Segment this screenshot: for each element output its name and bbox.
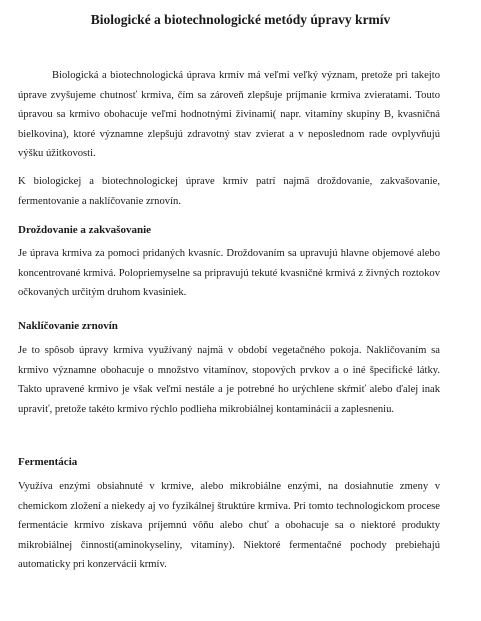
section-text-fermentacia: Využíva enzými obsiahnuté v krmive, alebo mikrobiálne enzými, na dosiahnutie zmeny v chemickom zložení a niekedy aj vo fyzikálnej štruktúre krmiva. Pri tomto technologickom procese fermentácie krmivo získava príjemnú vôňu alebo chuť a obohacuje sa o niektoré produkty mikrobiálnej činnosti(aminokyseliny, vitamíny). Niektoré fermentačné pochody prebiehajú automaticky pri konzervácii krmív. (18, 481, 440, 570)
intro-paragraph: Biologická a biotechnologická úprava krmív má veľmi veľký význam, pretože pri takejto úprave zvyšujeme chutnosť krmiva, čím sa zároveň zlepšuje príjmanie krmiva zvieratami. Touto úpravou sa krmivo obohacuje veľmi hodnotnými živinami( napr. vitamíny skupiny B, kvasničná bielkovina), ktoré významne zlepšujú zdravotný stav zvierat a v neposlednom rade ovplyvňujú výšku úžitkovosti. (18, 70, 440, 159)
intro-paragraph-2: K biologickej a biotechnologickej úprave krmív patrí najmä droždovanie, zakvašovanie, fermentovanie a naklíčovanie zrnovín. (18, 176, 440, 207)
document-title: Biologické a biotechnologické metódy úpravy krmív (90, 12, 391, 27)
section-heading-fermentacia: Fermentácia (18, 456, 78, 468)
section-heading-drozdovanie: Droždovanie a zakvašovanie (18, 224, 152, 236)
section-text-naklicovanie: Je to spôsob úpravy krmiva využívaný najmä v období vegetačného pokoja. Naklíčovaním sa krmivo významne obohacuje o množstvo vitamínov, stopových prvkov a o iné špecifické látky. Takto upravené krmivo je však veľmi nestále a je potrebné ho urýchlene skŕmiť alebo ďalej inak upraviť, pretože takéto krmivo rýchlo podlieha mikrobiálnej kontaminácii a zaplesneniu. (18, 345, 440, 415)
section-heading-naklicovanie: Naklíčovanie zrnovín (18, 320, 118, 332)
section-text-drozdovanie: Je úprava krmiva za pomoci pridaných kvasníc. Droždovaním sa upravujú hlavne objemové alebo koncentrované krmivá. Polopriemyselne sa pripravujú tekuté kvasničné krmivá z živných roztokov očkovaných určitým druhom kvasiniek. (18, 248, 440, 298)
